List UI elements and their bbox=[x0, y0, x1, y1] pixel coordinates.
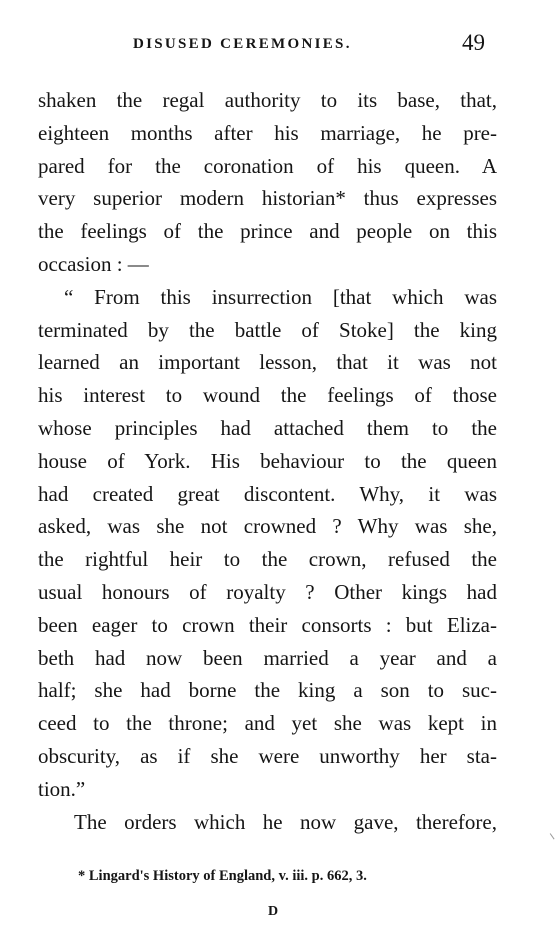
signature-mark: D bbox=[268, 904, 279, 919]
quote-line: terminated by the battle of Stoke] the king bbox=[38, 317, 497, 342]
quote-line: the rightful heir to the crown, refused the bbox=[38, 547, 497, 572]
quote-line: beth had now been married a year and a bbox=[38, 645, 497, 670]
quote-line: tion.” bbox=[38, 776, 86, 801]
quote-line: been eager to crown their consorts : but Eliza- bbox=[38, 612, 497, 637]
paper-speck bbox=[546, 833, 554, 842]
quote-line: “ From this insurrection [that which was bbox=[64, 284, 497, 309]
text-line: The orders which he now gave, therefore, bbox=[74, 809, 497, 834]
quote-line: learned an important lesson, that it was not bbox=[38, 350, 497, 375]
running-title: DISUSED CEREMONIES. bbox=[133, 36, 352, 52]
text-line: pared for the coronation of his queen. A bbox=[38, 153, 497, 178]
text-line: shaken the regal authority to its base, that, bbox=[38, 88, 497, 112]
text-line: occasion : — bbox=[38, 251, 149, 276]
quote-line: asked, was she not crowned ? Why was she, bbox=[38, 514, 497, 539]
quote-line: whose principles had attached them to the bbox=[38, 415, 497, 440]
page-header bbox=[0, 30, 555, 60]
quote-line: usual honours of royalty ? Other kings had bbox=[38, 579, 497, 604]
quote-line: ceed to the throne; and yet she was kept in bbox=[38, 711, 497, 736]
body-text bbox=[38, 84, 497, 838]
footnote: * Lingard's History of England, v. iii. p. 662, 3. bbox=[78, 868, 367, 884]
text-line: the feelings of the prince and people on this bbox=[38, 219, 497, 244]
quote-line: his interest to wound the feelings of those bbox=[38, 383, 497, 408]
page-number: 49 bbox=[462, 30, 485, 55]
quote-line: house of York. His behaviour to the queen bbox=[38, 448, 497, 473]
quote-line: had created great discontent. Why, it was bbox=[38, 481, 497, 506]
quote-line: half; she had borne the king a son to suc- bbox=[38, 678, 497, 703]
text-line: eighteen months after his marriage, he pre- bbox=[38, 120, 497, 145]
text-line: very superior modern historian* thus expresses bbox=[38, 186, 497, 211]
quote-line: obscurity, as if she were unworthy her sta- bbox=[38, 743, 497, 768]
